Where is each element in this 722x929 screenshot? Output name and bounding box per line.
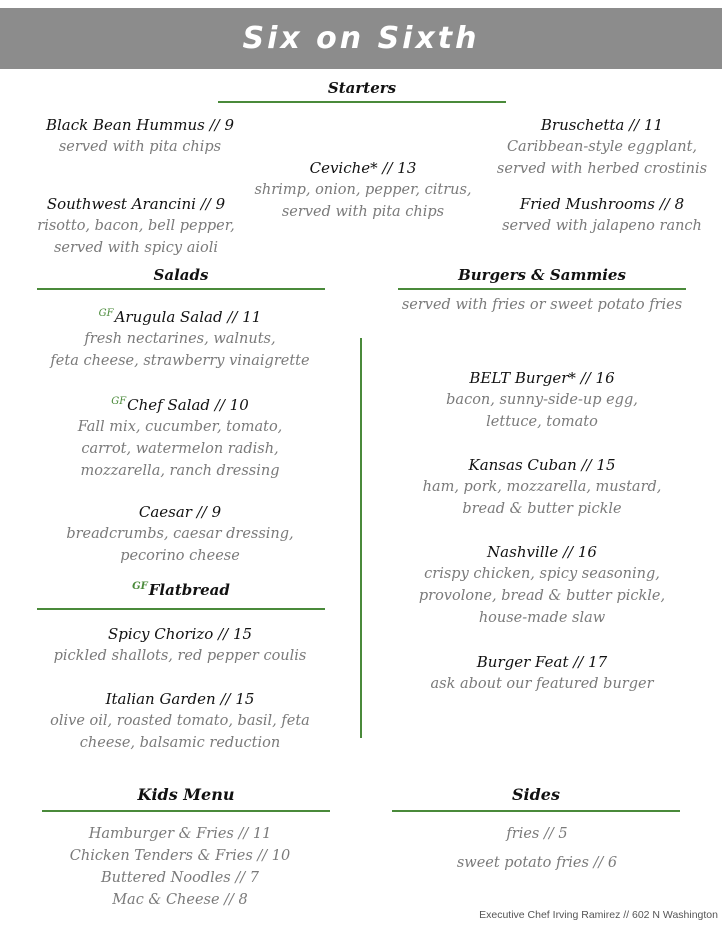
starters-rule [218,101,506,103]
item-name: BELT Burger* // 16 [469,369,615,387]
item-desc: crispy chicken, spicy seasoning, [424,566,660,582]
menu-item-burger-feat [392,652,692,695]
salads-heading: Salads [153,266,209,284]
item-desc: provolone, bread & butter pickle, [418,588,666,604]
item-name: Caesar // 9 [138,503,222,521]
item-desc: served with jalapeno ranch [502,218,702,234]
item-desc: lettuce, tomato [486,414,598,430]
starters-heading: Starters [327,79,397,97]
menu-item-chef-salad [30,391,330,482]
footer-credit: Executive Chef Irving Ramirez // 602 N Washington [479,909,718,921]
sides-heading: Sides [511,785,560,804]
item-desc: served with pita chips [58,139,222,155]
gluten-free-tag: GF [111,396,127,407]
item-desc: Caribbean-style eggplant, [506,139,698,155]
item-desc: pickled shallots, red pepper coulis [53,648,307,664]
kids-item: Buttered Noodles // 7 [101,870,259,886]
item-desc: Fall mix, cucumber, tomato, [77,419,283,435]
item-name: Chef Salad // 10 [127,396,249,414]
item-desc: breadcrumbs, caesar dressing, [66,526,294,542]
sides-item: fries // 5 [506,826,568,842]
kids-menu-heading: Kids Menu [137,785,235,804]
burgers-heading: Burgers & Sammies [458,266,626,284]
item-desc: pecorino cheese [120,548,240,564]
item-name: Nashville // 16 [487,543,597,561]
item-desc: shrimp, onion, pepper, citrus, [254,182,472,198]
kids-item: Hamburger & Fries // 11 [88,826,272,842]
restaurant-title: Six on Sixth [242,21,480,56]
item-desc: served with pita chips [281,204,445,220]
menu-item-fried-mushrooms [482,194,722,237]
sides-list [392,823,682,874]
title-banner [0,8,722,69]
item-desc: olive oil, roasted tomato, basil, feta [50,713,310,729]
menu-item-kansas-cuban [392,455,692,520]
gluten-free-tag: GF [132,581,148,592]
burgers-subtitle-block [392,294,692,316]
burgers-rule [398,288,686,290]
item-desc: ask about our featured burger [430,676,654,692]
item-name: Southwest Arancini // 9 [46,195,226,213]
item-desc: bacon, sunny-side-up egg, [446,392,638,408]
item-desc: mozzarella, ranch dressing [80,463,280,479]
item-name-row [30,303,330,328]
kids-menu-rule [42,810,330,812]
item-name: Bruschetta // 11 [540,116,664,134]
menu-item-italian-garden [30,689,330,754]
menu-item-black-bean-hummus [20,115,260,158]
sides-rule [392,810,680,812]
kids-item: Mac & Cheese // 8 [112,892,248,908]
burgers-subtitle: served with fries or sweet potato fries [401,297,683,313]
menu-item-nashville [392,542,692,629]
item-desc: cheese, balsamic reduction [79,735,281,751]
item-name: Black Bean Hummus // 9 [45,116,235,134]
menu-item-ceviche [243,158,483,223]
kids-item: Chicken Tenders & Fries // 10 [69,848,291,864]
flatbread-heading: Flatbread [148,581,230,599]
flatbread-heading-row [37,581,325,599]
item-name: Spicy Chorizo // 15 [107,625,253,643]
kids-menu-list [30,823,330,911]
item-name-row [30,391,330,416]
item-desc: served with herbed crostinis [496,161,708,177]
item-name: Fried Mushrooms // 8 [519,195,685,213]
menu-item-bruschetta [482,115,722,180]
gluten-free-tag: GF [98,308,114,319]
column-divider [360,338,362,738]
item-desc: feta cheese, strawberry vinaigrette [50,353,310,369]
sides-item: sweet potato fries // 6 [456,855,618,871]
item-name: Italian Garden // 15 [105,690,255,708]
item-desc: ham, pork, mozzarella, mustard, [422,479,662,495]
item-desc: served with spicy aioli [53,240,218,256]
menu-item-belt-burger [392,368,692,433]
item-name: Kansas Cuban // 15 [468,456,616,474]
flatbread-rule [37,608,325,610]
menu-item-arugula-salad [30,303,330,372]
item-desc: fresh nectarines, walnuts, [84,331,276,347]
menu-item-southwest-arancini [16,194,256,259]
item-desc: bread & butter pickle [462,501,622,517]
item-name: Burger Feat // 17 [476,653,608,671]
item-desc: carrot, watermelon radish, [81,441,279,457]
menu-item-spicy-chorizo [30,624,330,667]
salads-rule [37,288,325,290]
item-name: Ceviche* // 13 [309,159,417,177]
item-name: Arugula Salad // 11 [114,308,262,326]
menu-item-caesar [30,502,330,567]
item-desc: risotto, bacon, bell pepper, [37,218,235,234]
item-desc: house-made slaw [478,610,606,626]
